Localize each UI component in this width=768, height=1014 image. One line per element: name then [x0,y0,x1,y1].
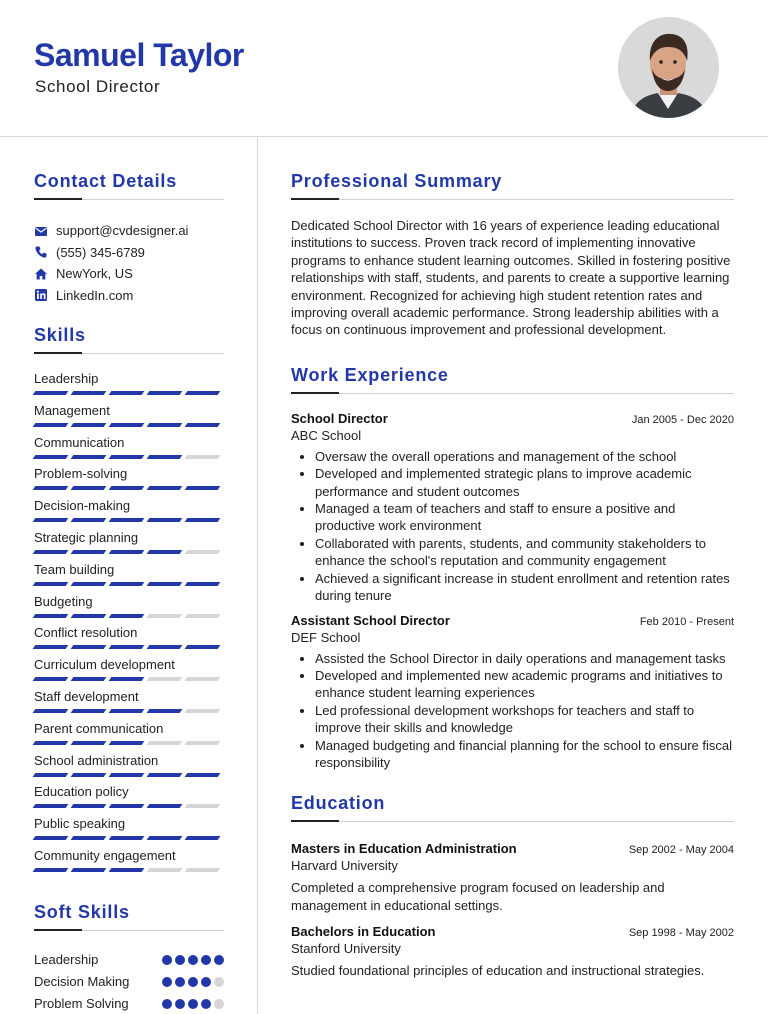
skill-level-bar [34,645,224,649]
skill-level-segment [71,423,107,427]
skills-heading: Skills [34,325,86,345]
skill-level-segment [109,773,145,777]
skill-level-bar [34,550,224,554]
skill-level-segment [33,550,69,554]
soft-skill-item [34,993,224,1014]
phone-icon [34,245,48,259]
contact-linkedin[interactable] [34,285,224,307]
job-dates: Jan 2005 - Dec 2020 [631,413,734,426]
skill-level-segment [185,836,221,840]
job-header [291,613,734,628]
skill-level-segment [109,645,145,649]
education-header [291,841,734,856]
soft-skill-rating [159,999,224,1009]
skill-item [34,721,224,753]
skill-level-segment [33,709,69,713]
skill-label: Parent communication [34,720,164,736]
skill-level-segment [147,423,183,427]
skill-item [34,435,224,467]
education-entry [291,841,734,914]
skill-label: Decision-making [34,498,131,514]
rating-dot [188,999,198,1009]
skill-level-segment [33,804,69,808]
skill-item [34,466,224,498]
education-dates: Sep 1998 - May 2002 [628,927,734,940]
job-responsibilities [291,650,734,772]
skill-level-bar [34,614,224,618]
job-header [291,411,734,426]
skill-level-segment [71,773,107,777]
skill-level-bar [34,868,224,872]
rating-dot [162,999,172,1009]
skill-level-segment [185,868,221,872]
responsibility-item: • Achieved a significant increase in student enrollment and retention rates during tenure [315,570,734,605]
skill-item [34,816,224,848]
soft-skill-item [34,971,224,993]
section-rule [34,352,224,354]
soft-skill-rating [159,955,224,965]
resume-header [0,0,768,137]
skill-item [34,784,224,816]
skill-label: Leadership [34,371,99,386]
school-name: Stanford University [291,941,401,957]
skill-level-segment [147,868,183,872]
skill-item [34,562,224,594]
skill-level-segment [147,677,183,681]
job-organization: ABC School [291,427,362,443]
contact-location-text: NewYork, US [56,266,133,282]
skill-level-segment [109,391,145,395]
responsibility-item: • Developed and implemented new academic programs and initiatives to enhance student learning experiences [315,667,734,702]
skill-item [34,371,224,403]
column-divider [257,137,258,1014]
skill-level-segment [71,518,107,522]
skill-level-segment [185,614,221,618]
rating-dot [188,955,198,965]
skill-level-segment [33,836,69,840]
skill-item [34,625,224,657]
skill-level-segment [71,741,107,745]
skill-label: Conflict resolution [34,625,138,641]
education-entry [291,924,734,979]
skill-level-segment [33,741,69,745]
job-dates: Feb 2010 - Present [639,615,734,628]
skill-level-segment [109,550,145,554]
responsibility-item: • Managed budgeting and financial planning for the school to ensure fiscal responsibility [315,737,734,772]
skill-level-segment [71,614,107,618]
person-portrait-icon [618,17,719,118]
section-rule [291,392,734,394]
contact-phone[interactable] [34,242,224,264]
skill-label: Public speaking [34,816,126,832]
skill-item [34,848,224,880]
summary-section [291,171,734,339]
skill-level-bar [34,741,224,745]
skill-level-segment [109,518,145,522]
skill-level-segment [33,677,69,681]
responsibility-item: • Developed and implemented strategic plans to improve academic performance and student outcomes [315,465,734,500]
skill-label: Management [34,402,110,418]
candidate-title: School Director [35,77,161,96]
skill-item [34,530,224,562]
skill-level-segment [147,455,183,459]
responsibility-item: • Collaborated with parents, students, and community stakeholders to enhance the school's reputation and community engagement [315,535,734,570]
skill-level-bar [34,518,224,522]
soft-skill-label: Decision Making [34,974,130,990]
skill-level-segment [147,709,183,713]
rating-dot [162,955,172,965]
summary-text: Dedicated School Director with 16 years of experience leading educational institutions to success. Proven track record of implementing innovative programs to enhance student learning outcomes. Skilled in fostering positive relationships with staff, students, and parents to create a supportive learning environment. Recognized for achieving high student retention rates and improving overall academic performance. Strong leadership abilities with a focus on continuous improvement and professional development. [291,218,731,338]
responsibility-item: • Managed a team of teachers and staff to ensure a positive and productive work environment [315,500,734,535]
skill-level-segment [185,455,221,459]
responsibility-item: • Assisted the School Director in daily operations and management tasks [315,650,734,667]
education-dates: Sep 2002 - May 2004 [628,844,734,857]
job-responsibilities [291,448,734,605]
skill-level-segment [147,550,183,554]
job-list [291,411,734,772]
skill-level-segment [109,741,145,745]
skill-level-segment [71,868,107,872]
skill-level-segment [109,709,145,713]
skill-label: Education policy [34,784,129,800]
skill-level-segment [33,391,69,395]
skill-level-segment [185,486,221,490]
experience-heading: Work Experience [291,364,449,385]
soft-skill-list [34,949,224,1014]
skill-level-segment [147,836,183,840]
skill-level-segment [147,582,183,586]
contact-location [34,263,224,285]
skill-level-segment [109,582,145,586]
soft-skill-label: Problem Solving [34,996,129,1012]
skill-level-segment [109,804,145,808]
envelope-icon [34,224,48,238]
rating-dot [201,977,211,987]
skill-level-bar [34,836,224,840]
skill-level-segment [71,677,107,681]
skill-level-segment [147,804,183,808]
skill-label: School administration [34,752,159,768]
skill-level-segment [147,741,183,745]
skill-level-segment [147,518,183,522]
contact-email-text: support@cvdesigner.ai [56,223,189,239]
sidebar [34,137,224,1014]
candidate-name: Samuel Taylor [34,37,244,73]
skill-level-segment [33,423,69,427]
rating-dot [175,977,185,987]
skill-label: Curriculum development [34,657,175,673]
section-rule [34,198,224,200]
skill-level-segment [33,518,69,522]
rating-dot [188,977,198,987]
education-header [291,924,734,939]
contact-section [34,171,224,306]
skill-level-segment [147,614,183,618]
linkedin-icon [34,288,48,302]
rating-dot [214,955,224,965]
skill-level-segment [33,614,69,618]
degree-name: Bachelors in Education [291,924,436,940]
skill-level-segment [71,582,107,586]
skill-list [34,371,224,880]
rating-dot [201,955,211,965]
skill-level-segment [185,518,221,522]
education-description: Completed a comprehensive program focused on leadership and management in educational settings. [291,880,665,913]
education-heading: Education [291,793,386,814]
skill-item [34,403,224,435]
skill-level-segment [33,486,69,490]
rating-dot [162,977,172,987]
skill-level-bar [34,773,224,777]
school-name: Harvard University [291,858,398,874]
rating-dot [175,955,185,965]
skill-level-segment [33,455,69,459]
skill-level-segment [109,614,145,618]
section-rule [34,929,224,931]
skill-label: Staff development [34,688,139,704]
skill-label: Team building [34,561,115,577]
skill-level-segment [71,486,107,490]
soft-skills-section [34,902,224,1014]
skill-level-segment [33,868,69,872]
skill-item [34,594,224,626]
skill-level-segment [71,804,107,808]
education-description: Studied foundational principles of education and instructional strategies. [291,963,705,979]
skill-level-segment [185,645,221,649]
skill-item [34,689,224,721]
home-icon [34,267,48,281]
skill-item [34,657,224,689]
responsibility-item: • Oversaw the overall operations and management of the school [315,448,734,465]
skill-level-segment [71,550,107,554]
job-entry [291,411,734,605]
skill-level-segment [185,709,221,713]
soft-skill-item [34,949,224,971]
skill-level-segment [109,677,145,681]
section-rule [291,820,734,822]
skill-level-bar [34,582,224,586]
skill-level-segment [185,677,221,681]
skill-level-segment [33,645,69,649]
soft-skill-rating [159,977,224,987]
summary-heading: Professional Summary [291,171,503,191]
contact-heading: Contact Details [34,171,178,191]
contact-email[interactable] [34,220,224,242]
responsibility-item: • Led professional development workshops for teachers and staff to improve their skills and knowledge [315,702,734,737]
skill-level-segment [33,582,69,586]
skill-level-segment [109,486,145,490]
skill-label: Communication [34,434,125,450]
skill-level-segment [71,391,107,395]
skill-level-bar [34,677,224,681]
skill-level-bar [34,423,224,427]
skill-level-bar [34,804,224,808]
skill-level-segment [109,423,145,427]
contact-linkedin-text: LinkedIn.com [56,287,134,303]
skill-level-segment [109,455,145,459]
rating-dot [201,999,211,1009]
skill-level-segment [71,455,107,459]
skill-level-bar [34,391,224,395]
skill-level-bar [34,709,224,713]
skill-level-segment [185,423,221,427]
skill-level-segment [71,836,107,840]
education-section [291,793,734,979]
job-organization: DEF School [291,629,361,645]
skill-label: Strategic planning [34,529,139,545]
skill-level-segment [109,868,145,872]
skill-label: Problem-solving [34,466,128,482]
skill-level-bar [34,486,224,490]
main-content [291,137,734,980]
skill-level-segment [185,582,221,586]
skill-label: Budgeting [34,593,93,609]
experience-section [291,365,734,772]
skill-level-segment [185,804,221,808]
section-rule [291,198,734,200]
skill-level-segment [147,773,183,777]
rating-dot [175,999,185,1009]
skill-level-segment [185,773,221,777]
skill-level-segment [185,550,221,554]
rating-dot [214,999,224,1009]
education-list [291,841,734,979]
skill-level-segment [147,486,183,490]
contact-phone-text: (555) 345-6789 [56,244,145,260]
contact-list [34,220,224,306]
rating-dot [214,977,224,987]
skill-item [34,753,224,785]
skill-level-segment [33,773,69,777]
skill-item [34,498,224,530]
skills-section [34,325,224,880]
skill-level-segment [147,391,183,395]
skill-level-bar [34,455,224,459]
degree-name: Masters in Education Administration [291,841,517,857]
skill-level-segment [147,645,183,649]
skill-level-segment [185,741,221,745]
skill-level-segment [71,709,107,713]
job-role: Assistant School Director [291,612,450,628]
job-role: School Director [291,410,388,426]
profile-photo [618,17,719,118]
soft-skill-label: Leadership [34,952,99,968]
skill-level-segment [109,836,145,840]
soft-skills-heading: Soft Skills [34,901,130,922]
skill-level-segment [185,391,221,395]
skill-label: Community engagement [34,847,176,863]
job-entry [291,613,734,772]
skill-level-segment [71,645,107,649]
